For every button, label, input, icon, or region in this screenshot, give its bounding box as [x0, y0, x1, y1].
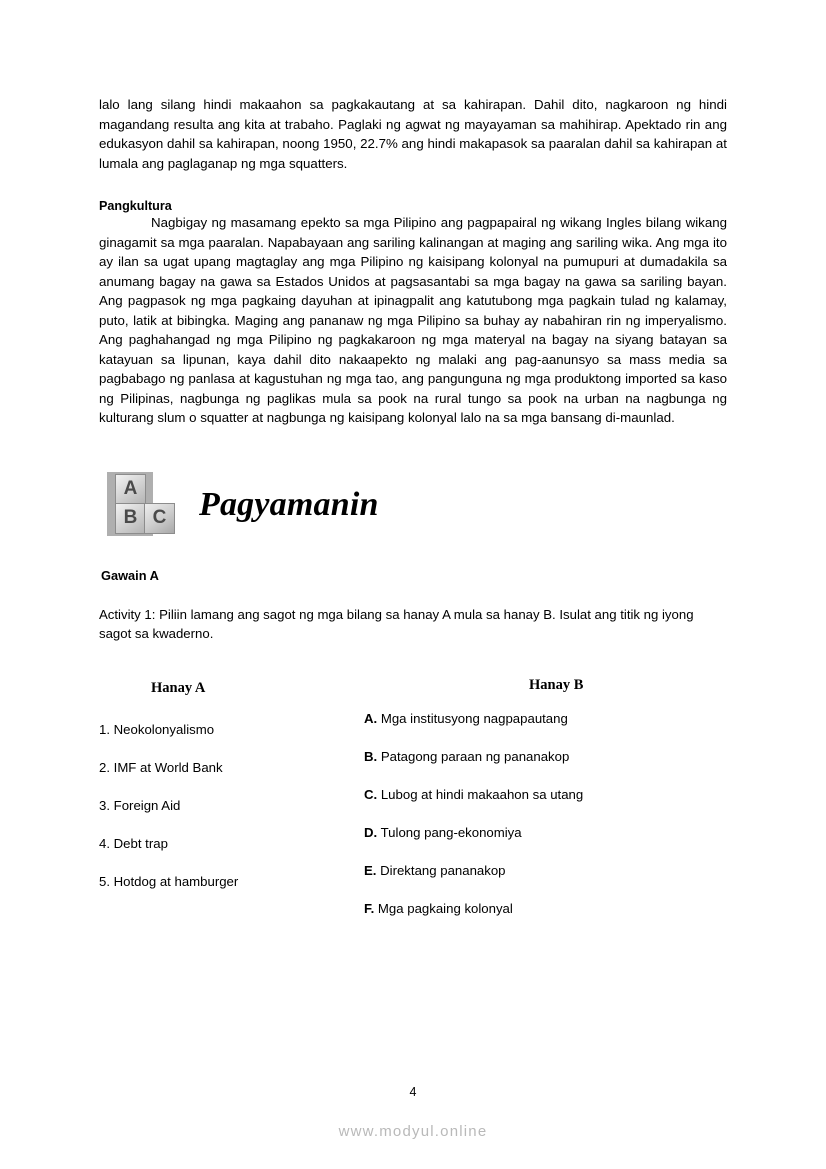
- list-item: [364, 863, 724, 878]
- matching-activity: [99, 676, 727, 970]
- banner-title: Pagyamanin: [199, 485, 379, 523]
- option-text: Tulong pang-ekonomiya: [377, 824, 522, 840]
- option-text: Mga pagkaing kolonyal: [374, 900, 513, 916]
- list-item: [364, 787, 724, 802]
- option-letter: E.: [364, 862, 377, 878]
- watermark: www.modyul.online: [338, 1123, 488, 1140]
- block-letter-c: C: [144, 503, 175, 534]
- option-letter: A.: [364, 710, 378, 726]
- list-item: [364, 901, 724, 916]
- page-content: [99, 95, 727, 970]
- list-item: [364, 711, 724, 726]
- column-a-list: [99, 722, 399, 912]
- list-item: 1. Neokolonyalismo: [99, 721, 215, 737]
- activity-instruction: Activity 1: Piliin lamang ang sagot ng mga bilang sa hanay A mula sa hanay B. Isulat ang titik ng iyong sagot sa kwaderno.: [99, 606, 694, 641]
- column-b-heading: Hanay B: [529, 676, 584, 693]
- option-letter: B.: [364, 748, 378, 764]
- list-item: 3. Foreign Aid: [99, 797, 181, 813]
- option-letter: C.: [364, 786, 378, 802]
- option-letter: D.: [364, 824, 378, 840]
- list-item: [364, 825, 724, 840]
- abc-blocks-icon: [107, 472, 175, 538]
- option-text: Lubog at hindi makaahon sa utang: [377, 786, 584, 802]
- list-item: 2. IMF at World Bank: [99, 759, 223, 775]
- list-item: [364, 749, 724, 764]
- block-letter-a: A: [115, 474, 146, 505]
- list-item: 4. Debt trap: [99, 835, 168, 851]
- culture-paragraph: Nagbigay ng masamang epekto sa mga Pilipino ang pagpapairal ng wikang Ingles bilang wikang ginagamit sa mga paaralan. Napabayaan ang sariling kalinangan at maging ang sariling wika. Ang mga ito ay ilan sa ugat upang magtaglay ang mga Pilipino ng kaisipang kolonyal na pumupuri at dumadakila sa anumang bagay na gawa sa Estados Unidos at pagsasantabi sa mga bagay na gawa sa sariling bayan. Ang pagpasok ng mga pagkaing dayuhan at ipinagpalit ang katutubong mga pagkain tulad ng kalamay, puto, latik at bibingka. Maging ang pananaw ng mga Pilipino sa buhay ay nabahiran rin ng imperyalismo. Ang paghahangad ng mga Pilipino ng pagkakaroon ng mga materyal na bagay na siyang batayan sa katayuan sa lipunan, kaya dahil dito nakaapekto ng malaki ang pag-aanunsyo sa mass media sa pagbabago ng panlasa at kagustuhan ng mga tao, ang pangunguna ng mga produktong imported sa kaso ng Pilipinas, nagbunga ng paglikas mula sa pook na rural tungo sa pook na urban na nagbunga ng kulturang slum o squatter at nagbunga ng kaisipang kolonyal lalo na sa mga bansang di-maunlad.: [99, 215, 727, 425]
- column-b-list: [364, 711, 724, 939]
- gawain-label: Gawain A: [101, 567, 159, 583]
- option-text: Direktang pananakop: [376, 862, 506, 878]
- pagyamanin-banner: [107, 472, 727, 538]
- page-number: 4: [409, 1085, 417, 1099]
- option-text: Mga institusyong nagpapautang: [377, 710, 568, 726]
- intro-paragraph: lalo lang silang hindi makaahon sa pagkakautang at sa kahirapan. Dahil dito, nagkaroon ng hindi magandang resulta ang kita at trabaho. Paglaki ng agwat ng mayayaman sa mahihirap. Apektado rin ang edukasyon dahil sa kahirapan, noong 1950, 22.7% ang hindi makapasok sa paaralan dahil sa kahirapan at lumala ang paglaganap ng mga squatters.: [99, 97, 727, 171]
- block-letter-b: B: [115, 503, 146, 534]
- option-text: Patagong paraan ng pananakop: [377, 748, 570, 764]
- option-letter: F.: [364, 900, 375, 916]
- column-a-heading: Hanay A: [151, 679, 206, 696]
- section-heading-pangkultura: Pangkultura: [99, 199, 172, 213]
- list-item: 5. Hotdog at hamburger: [99, 873, 239, 889]
